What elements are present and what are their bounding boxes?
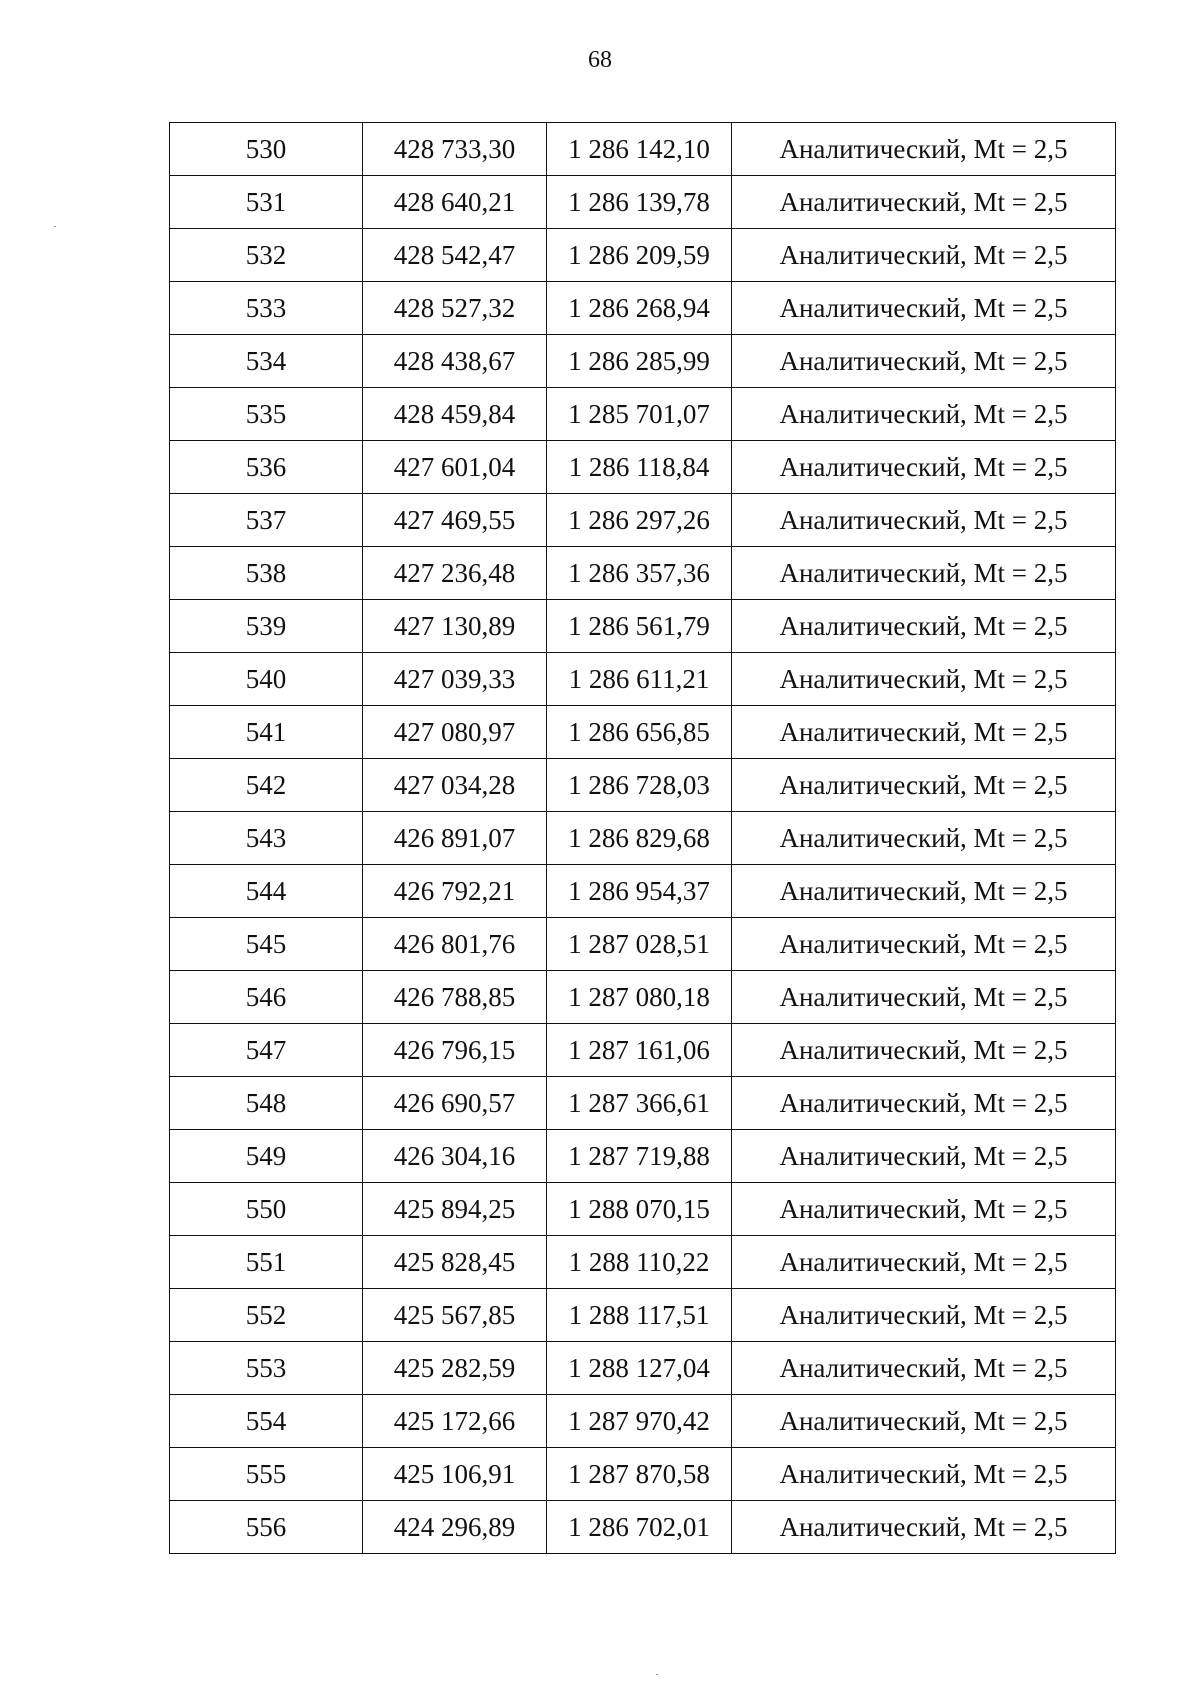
- point-number-cell: 533: [170, 282, 363, 335]
- point-number-cell: 534: [170, 335, 363, 388]
- x-coordinate-cell: 425 567,85: [363, 1289, 547, 1342]
- method-cell: Аналитический, Mt = 2,5: [732, 335, 1116, 388]
- x-coordinate-cell: 427 601,04: [363, 441, 547, 494]
- x-coordinate-cell: 428 438,67: [363, 335, 547, 388]
- table-row: [170, 282, 1116, 335]
- table-row: [170, 547, 1116, 600]
- point-number-cell: 531: [170, 176, 363, 229]
- y-coordinate-cell: 1 286 611,21: [547, 653, 732, 706]
- point-number-cell: 532: [170, 229, 363, 282]
- y-coordinate-cell: 1 286 357,36: [547, 547, 732, 600]
- point-number-cell: 541: [170, 706, 363, 759]
- table-row: [170, 812, 1116, 865]
- table-row: [170, 706, 1116, 759]
- x-coordinate-cell: 426 304,16: [363, 1130, 547, 1183]
- method-cell: Аналитический, Mt = 2,5: [732, 1183, 1116, 1236]
- table-row: [170, 441, 1116, 494]
- table-row: [170, 1342, 1116, 1395]
- table-row: [170, 335, 1116, 388]
- table-row: [170, 176, 1116, 229]
- y-coordinate-cell: 1 287 028,51: [547, 918, 732, 971]
- method-cell: Аналитический, Mt = 2,5: [732, 759, 1116, 812]
- point-number-cell: 549: [170, 1130, 363, 1183]
- x-coordinate-cell: 427 080,97: [363, 706, 547, 759]
- table-row: [170, 1077, 1116, 1130]
- point-number-cell: 553: [170, 1342, 363, 1395]
- point-number-cell: 543: [170, 812, 363, 865]
- point-number-cell: 538: [170, 547, 363, 600]
- y-coordinate-cell: 1 286 285,99: [547, 335, 732, 388]
- method-cell: Аналитический, Mt = 2,5: [732, 441, 1116, 494]
- table-row: [170, 653, 1116, 706]
- x-coordinate-cell: 428 640,21: [363, 176, 547, 229]
- y-coordinate-cell: 1 286 139,78: [547, 176, 732, 229]
- table-body: [170, 123, 1116, 1554]
- y-coordinate-cell: 1 287 970,42: [547, 1395, 732, 1448]
- x-coordinate-cell: 426 788,85: [363, 971, 547, 1024]
- point-number-cell: 548: [170, 1077, 363, 1130]
- table-row: [170, 1501, 1116, 1554]
- method-cell: Аналитический, Mt = 2,5: [732, 1342, 1116, 1395]
- x-coordinate-cell: 425 106,91: [363, 1448, 547, 1501]
- method-cell: Аналитический, Mt = 2,5: [732, 1024, 1116, 1077]
- y-coordinate-cell: 1 286 268,94: [547, 282, 732, 335]
- y-coordinate-cell: 1 286 702,01: [547, 1501, 732, 1554]
- method-cell: Аналитический, Mt = 2,5: [732, 971, 1116, 1024]
- page-number: 68: [588, 47, 612, 73]
- table-row: [170, 1183, 1116, 1236]
- y-coordinate-cell: 1 288 127,04: [547, 1342, 732, 1395]
- table-row: [170, 1395, 1116, 1448]
- point-number-cell: 537: [170, 494, 363, 547]
- x-coordinate-cell: 424 296,89: [363, 1501, 547, 1554]
- method-cell: Аналитический, Mt = 2,5: [732, 1289, 1116, 1342]
- y-coordinate-cell: 1 287 080,18: [547, 971, 732, 1024]
- point-number-cell: 555: [170, 1448, 363, 1501]
- y-coordinate-cell: 1 286 297,26: [547, 494, 732, 547]
- x-coordinate-cell: 426 801,76: [363, 918, 547, 971]
- point-number-cell: 551: [170, 1236, 363, 1289]
- x-coordinate-cell: 428 527,32: [363, 282, 547, 335]
- x-coordinate-cell: 427 469,55: [363, 494, 547, 547]
- table-row: [170, 759, 1116, 812]
- y-coordinate-cell: 1 285 701,07: [547, 388, 732, 441]
- method-cell: Аналитический, Mt = 2,5: [732, 1395, 1116, 1448]
- y-coordinate-cell: 1 287 870,58: [547, 1448, 732, 1501]
- point-number-cell: 535: [170, 388, 363, 441]
- point-number-cell: 542: [170, 759, 363, 812]
- scan-speck: [656, 1674, 658, 1675]
- method-cell: Аналитический, Mt = 2,5: [732, 388, 1116, 441]
- table-row: [170, 229, 1116, 282]
- x-coordinate-cell: 425 828,45: [363, 1236, 547, 1289]
- x-coordinate-cell: 426 690,57: [363, 1077, 547, 1130]
- y-coordinate-cell: 1 287 366,61: [547, 1077, 732, 1130]
- table-row: [170, 1448, 1116, 1501]
- method-cell: Аналитический, Mt = 2,5: [732, 812, 1116, 865]
- method-cell: Аналитический, Mt = 2,5: [732, 918, 1116, 971]
- table-row: [170, 1024, 1116, 1077]
- y-coordinate-cell: 1 286 209,59: [547, 229, 732, 282]
- table-row: [170, 494, 1116, 547]
- coordinates-table: [169, 122, 1116, 1554]
- table-row: [170, 388, 1116, 441]
- x-coordinate-cell: 425 282,59: [363, 1342, 547, 1395]
- y-coordinate-cell: 1 287 161,06: [547, 1024, 732, 1077]
- table-row: [170, 971, 1116, 1024]
- table-row: [170, 865, 1116, 918]
- point-number-cell: 546: [170, 971, 363, 1024]
- x-coordinate-cell: 427 130,89: [363, 600, 547, 653]
- table-row: [170, 600, 1116, 653]
- method-cell: Аналитический, Mt = 2,5: [732, 706, 1116, 759]
- table-row: [170, 918, 1116, 971]
- method-cell: Аналитический, Mt = 2,5: [732, 1236, 1116, 1289]
- method-cell: Аналитический, Mt = 2,5: [732, 600, 1116, 653]
- method-cell: Аналитический, Mt = 2,5: [732, 1501, 1116, 1554]
- x-coordinate-cell: 425 894,25: [363, 1183, 547, 1236]
- method-cell: Аналитический, Mt = 2,5: [732, 865, 1116, 918]
- y-coordinate-cell: 1 286 142,10: [547, 123, 732, 176]
- point-number-cell: 550: [170, 1183, 363, 1236]
- y-coordinate-cell: 1 286 829,68: [547, 812, 732, 865]
- y-coordinate-cell: 1 288 110,22: [547, 1236, 732, 1289]
- point-number-cell: 554: [170, 1395, 363, 1448]
- method-cell: Аналитический, Mt = 2,5: [732, 653, 1116, 706]
- point-number-cell: 539: [170, 600, 363, 653]
- table-row: [170, 123, 1116, 176]
- table-row: [170, 1130, 1116, 1183]
- method-cell: Аналитический, Mt = 2,5: [732, 1130, 1116, 1183]
- x-coordinate-cell: 427 034,28: [363, 759, 547, 812]
- y-coordinate-cell: 1 286 656,85: [547, 706, 732, 759]
- y-coordinate-cell: 1 287 719,88: [547, 1130, 732, 1183]
- x-coordinate-cell: 427 236,48: [363, 547, 547, 600]
- x-coordinate-cell: 427 039,33: [363, 653, 547, 706]
- x-coordinate-cell: 426 792,21: [363, 865, 547, 918]
- y-coordinate-cell: 1 286 561,79: [547, 600, 732, 653]
- method-cell: Аналитический, Mt = 2,5: [732, 1448, 1116, 1501]
- x-coordinate-cell: 428 459,84: [363, 388, 547, 441]
- method-cell: Аналитический, Mt = 2,5: [732, 229, 1116, 282]
- method-cell: Аналитический, Mt = 2,5: [732, 282, 1116, 335]
- y-coordinate-cell: 1 288 117,51: [547, 1289, 732, 1342]
- method-cell: Аналитический, Mt = 2,5: [732, 176, 1116, 229]
- point-number-cell: 547: [170, 1024, 363, 1077]
- method-cell: Аналитический, Mt = 2,5: [732, 494, 1116, 547]
- point-number-cell: 552: [170, 1289, 363, 1342]
- point-number-cell: 530: [170, 123, 363, 176]
- method-cell: Аналитический, Mt = 2,5: [732, 1077, 1116, 1130]
- x-coordinate-cell: 425 172,66: [363, 1395, 547, 1448]
- point-number-cell: 540: [170, 653, 363, 706]
- point-number-cell: 545: [170, 918, 363, 971]
- x-coordinate-cell: 428 542,47: [363, 229, 547, 282]
- y-coordinate-cell: 1 288 070,15: [547, 1183, 732, 1236]
- y-coordinate-cell: 1 286 118,84: [547, 441, 732, 494]
- point-number-cell: 544: [170, 865, 363, 918]
- table-row: [170, 1289, 1116, 1342]
- x-coordinate-cell: 426 796,15: [363, 1024, 547, 1077]
- method-cell: Аналитический, Mt = 2,5: [732, 123, 1116, 176]
- point-number-cell: 556: [170, 1501, 363, 1554]
- method-cell: Аналитический, Mt = 2,5: [732, 547, 1116, 600]
- y-coordinate-cell: 1 286 728,03: [547, 759, 732, 812]
- point-number-cell: 536: [170, 441, 363, 494]
- scan-speck: [54, 226, 56, 227]
- y-coordinate-cell: 1 286 954,37: [547, 865, 732, 918]
- x-coordinate-cell: 428 733,30: [363, 123, 547, 176]
- table-row: [170, 1236, 1116, 1289]
- x-coordinate-cell: 426 891,07: [363, 812, 547, 865]
